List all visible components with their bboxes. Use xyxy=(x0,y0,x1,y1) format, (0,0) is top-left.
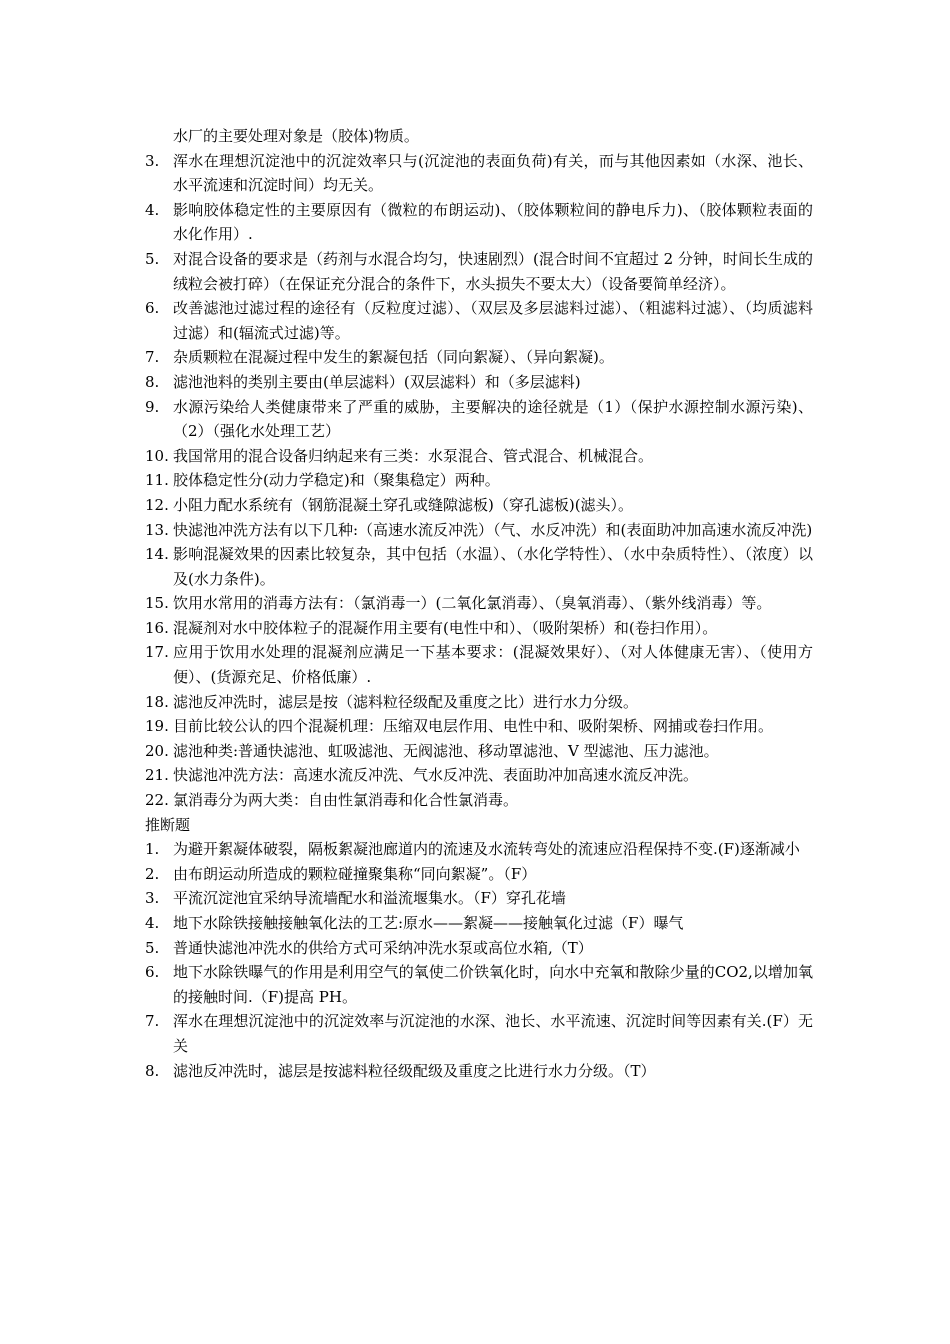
item-number: 5. xyxy=(145,938,160,957)
item-number: 7. xyxy=(145,1012,160,1031)
item-text: 地下水除铁曝气的作用是利用空气的氧使二价铁氧化时，向水中充氧和散除少量的CO2,以增加氧的接触时间.（F)提高 PH。 xyxy=(173,963,813,1006)
list-item xyxy=(145,1009,813,1058)
list-item xyxy=(145,862,813,887)
item-number: 8. xyxy=(145,1061,160,1080)
item-text: 胶体稳定性分(动力学稳定)和（聚集稳定）两种。 xyxy=(173,471,500,490)
list-item xyxy=(145,198,813,247)
list-item xyxy=(145,296,813,345)
item-text: 浑水在理想沉淀池中的沉淀效率只与(沉淀池的表面负荷)有关，而与其他因素如（水深、池长、水平流速和沉淀时间）均无关。 xyxy=(173,151,813,195)
item-text: 对混合设备的要求是（药剂与水混合均匀，快速剧烈）(混合时间不宜超过 2 分钟，时间长生成的绒粒会被打碎）（在保证充分混合的条件下，水头损失不要太大）（设备要简单经济）。 xyxy=(173,249,813,293)
item-number: 2. xyxy=(145,864,160,883)
list-item xyxy=(145,591,813,616)
item-text: 由布朗运动所造成的颗粒碰撞聚集称“同向絮凝”。（F） xyxy=(173,864,537,883)
list-item xyxy=(145,247,813,296)
list-item xyxy=(145,518,813,543)
list-item xyxy=(145,616,813,641)
item-number: 11. xyxy=(145,471,169,490)
item-number: 8. xyxy=(145,372,160,391)
true-false-list xyxy=(145,837,813,1083)
item-number: 6. xyxy=(145,963,160,982)
item-text: 水源污染给人类健康带来了严重的威胁，主要解决的途径就是（1）（保护水源控制水源污染)、（2）（强化水处理工艺） xyxy=(173,397,813,441)
item-text: 滤池反冲洗时，滤层是按滤料粒径级配级及重度之比进行水力分级。（T） xyxy=(173,1061,656,1080)
item-number: 19. xyxy=(145,717,169,736)
item-number: 17. xyxy=(145,643,169,662)
item-number: 5. xyxy=(145,249,160,268)
item-number: 9. xyxy=(145,397,160,416)
item-number: 21. xyxy=(145,766,169,785)
item-text: 我国常用的混合设备归纳起来有三类：水泵混合、管式混合、机械混合。 xyxy=(173,446,654,465)
list-item xyxy=(145,640,813,689)
item-number: 15. xyxy=(145,594,169,613)
list-item xyxy=(145,468,813,493)
item-text: 普通快滤池冲洗水的供给方式可采纳冲洗水泵或高位水箱,（T） xyxy=(173,938,593,957)
item-number: 12. xyxy=(145,495,169,514)
item-text: 地下水除铁接触接触氧化法的工艺:原水——絮凝——接触氧化过滤（F）曝气 xyxy=(173,914,684,932)
item-text: 目前比较公认的四个混凝机理：压缩双电层作用、电性中和、吸附架桥、网捕或卷扫作用。 xyxy=(173,717,774,736)
item-number: 4. xyxy=(145,200,160,219)
item-text: 滤池池料的类别主要由(单层滤料）(双层滤料）和（多层滤料) xyxy=(173,372,581,391)
item-number: 4. xyxy=(145,914,160,932)
list-item xyxy=(145,690,813,715)
item-text: 快滤池冲洗方法：高速水流反冲洗、气水反冲洗、表面助冲加高速水流反冲洗。 xyxy=(173,766,699,785)
list-item xyxy=(145,493,813,518)
item-text: 饮用水常用的消毒方法有：（氯消毒一）(二氧化氯消毒）、（臭氧消毒）、（紫外线消毒）等。 xyxy=(173,594,772,613)
item-number: 3. xyxy=(145,151,160,170)
fill-in-list xyxy=(145,149,813,813)
item-number: 14. xyxy=(145,545,169,564)
item-text: 改善滤池过滤过程的途径有（反粒度过滤）、（双层及多层滤料过滤）、（粗滤料过滤）、（均质滤料过滤）和(辐流式过滤)等。 xyxy=(173,299,813,342)
item-text: 浑水在理想沉淀池中的沉淀效率与沉淀池的水深、池长、水平流速、沉淀时间等因素有关.(F）无关 xyxy=(173,1012,813,1055)
list-item xyxy=(145,395,813,444)
list-item xyxy=(145,149,813,198)
item-text: 为避开絮凝体破裂，隔板絮凝池廊道内的流速及水流转弯处的流速应沿程保持不变.(F)逐渐减小 xyxy=(173,840,800,859)
list-item xyxy=(145,837,813,862)
item-number: 1. xyxy=(145,840,160,859)
item-text: 氯消毒分为两大类：自由性氯消毒和化合性氯消毒。 xyxy=(173,791,519,810)
item-text: 平流沉淀池宜采纳导流墙配水和溢流堰集水。（F）穿孔花墙 xyxy=(173,889,566,908)
list-item xyxy=(145,763,813,788)
item-number: 20. xyxy=(145,741,169,760)
item-number: 7. xyxy=(145,348,160,367)
item-number: 16. xyxy=(145,618,169,637)
item-number: 3. xyxy=(145,889,160,908)
list-item xyxy=(145,960,813,1009)
list-item xyxy=(145,739,813,764)
item-number: 22. xyxy=(145,791,169,810)
section-title: 推断题 xyxy=(145,815,191,834)
continuation-line: 水厂的主要处理对象是（胶体)物质。 xyxy=(173,127,419,145)
document-body xyxy=(145,124,813,1083)
item-number: 13. xyxy=(145,520,169,539)
list-item xyxy=(145,370,813,395)
item-text: 快滤池冲洗方法有以下几种:（高速水流反冲洗）（气、水反冲洗）和(表面助冲加高速水流反冲洗) xyxy=(173,520,813,539)
list-item xyxy=(145,886,813,911)
list-item xyxy=(145,936,813,961)
list-item xyxy=(145,1059,813,1084)
list-item xyxy=(145,444,813,469)
item-text: 混凝剂对水中胶体粒子的混凝作用主要有(电性中和）、（吸附架桥）和(卷扫作用）。 xyxy=(173,618,718,637)
item-text: 滤池种类:普通快滤池、虹吸滤池、无阀滤池、移动罩滤池、V 型滤池、压力滤池。 xyxy=(173,741,719,760)
list-item xyxy=(145,542,813,591)
item-text: 影响胶体稳定性的主要原因有（微粒的布朗运动)、（胶体颗粒间的静电斥力)、（胶体颗粒表面的水化作用）. xyxy=(173,200,813,244)
item-text: 应用于饮用水处理的混凝剂应满足一下基本要求：(混凝效果好）、（对人体健康无害）、（使用方便）、(货源充足、价格低廉）. xyxy=(173,643,813,687)
item-text: 滤池反冲洗时，滤层是按（滤料粒径级配及重度之比）进行水力分级。 xyxy=(173,692,639,711)
list-item xyxy=(145,345,813,370)
list-item xyxy=(145,714,813,739)
item-text: 影响混凝效果的因素比较复杂，其中包括（水温）、（水化学特性）、（水中杂质特性）、（浓度）以及(水力条件)。 xyxy=(173,545,813,588)
item-number: 10. xyxy=(145,446,169,465)
item-number: 6. xyxy=(145,299,160,318)
item-text: 小阻力配水系统有（钢筋混凝土穿孔或缝隙滤板)（穿孔滤板)(滤头）。 xyxy=(173,495,634,514)
item-text: 杂质颗粒在混凝过程中发生的絮凝包括（同向絮凝）、（异向絮凝)。 xyxy=(173,348,614,367)
list-item xyxy=(145,911,813,936)
item-number: 18. xyxy=(145,692,169,711)
list-item xyxy=(145,788,813,813)
